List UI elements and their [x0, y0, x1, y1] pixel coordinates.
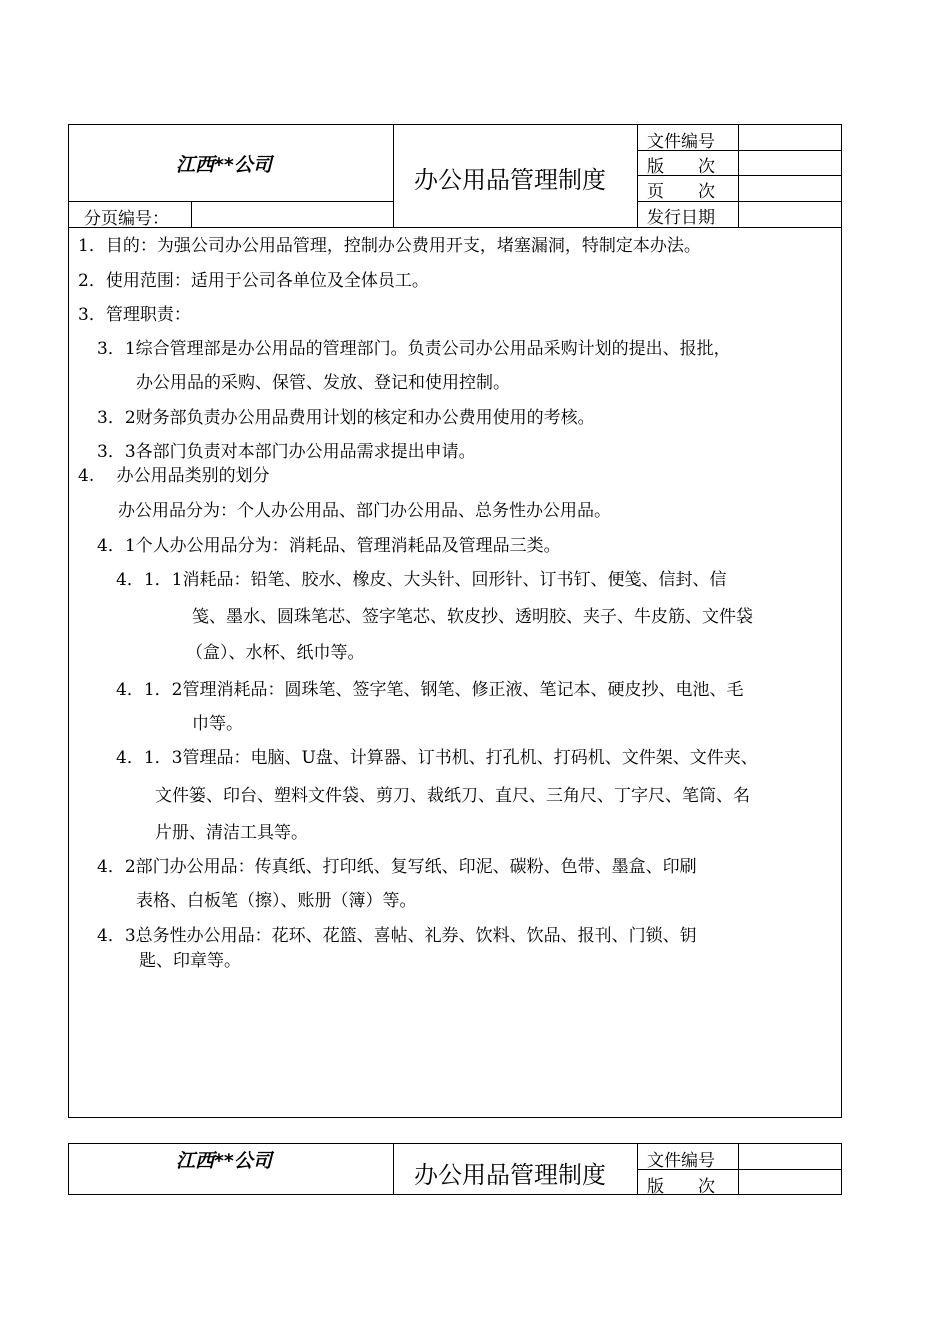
edition-label: 版 次	[647, 157, 715, 177]
next-document-title: 办公用品管理制度	[414, 1161, 606, 1189]
next-company-name: 江西**公司	[176, 1150, 272, 1172]
body-line: 3．1综合管理部是办公用品的管理部门。负责公司办公用品采购计划的提出、报批，	[97, 339, 731, 359]
body-line: 文件篓、印台、塑料文件袋、剪刀、裁纸刀、直尺、三角尺、丁字尺、笔筒、名	[155, 786, 750, 806]
next-edition-label: 版 次	[647, 1177, 715, 1197]
body-line: 4．1个人办公用品分为：消耗品、管理消耗品及管理品三类。	[97, 536, 561, 556]
body-line: 办公用品分为：个人办公用品、部门办公用品、总务性办公用品。	[118, 501, 611, 521]
body-line: 3．管理职责：	[78, 305, 191, 325]
body-line: 匙、印章等。	[139, 951, 241, 971]
body-line: 片册、清洁工具等。	[155, 823, 308, 843]
subpage-number-label: 分页编号：	[84, 209, 169, 229]
body-line: 4．3总务性办公用品：花环、花篮、喜帖、礼券、饮料、饮品、报刊、门锁、钥	[97, 926, 697, 946]
issue-date-label: 发行日期	[647, 208, 715, 228]
body-line: 巾等。	[192, 714, 243, 734]
body-line: 4．1．3管理品：电脑、U盘、计算器、订书机、打孔机、打码机、文件架、文件夹、	[116, 748, 758, 768]
body-line: 3．3各部门负责对本部门办公用品需求提出申请。	[97, 442, 476, 462]
body-line: （盒）、水杯、纸巾等。	[186, 643, 365, 663]
page-number-label: 页 次	[647, 182, 715, 202]
body-line: 2．使用范围：适用于公司各单位及全体员工。	[78, 271, 429, 291]
body-line: 表格、白板笔（擦）、账册（簿）等。	[136, 891, 417, 911]
body-line: 3．2财务部负责办公用品费用计划的核定和办公费用使用的考核。	[97, 408, 595, 428]
body-line: 办公用品的采购、保管、发放、登记和使用控制。	[136, 373, 510, 393]
body-line: 笺、墨水、圆珠笔芯、签字笔芯、软皮抄、透明胶、夹子、牛皮筋、文件袋	[192, 607, 753, 627]
body-line: 4. 办公用品类别的划分	[78, 466, 270, 486]
body-line: 4．1．1消耗品：铅笔、胶水、橡皮、大头针、回形针、订书钉、便笺、信封、信	[116, 570, 727, 590]
document-title: 办公用品管理制度	[414, 166, 606, 194]
body-line: 4．1．2管理消耗品：圆珠笔、签字笔、钢笔、修正液、笔记本、硬皮抄、电池、毛	[116, 680, 744, 700]
body-line: 1．目的：为强公司办公用品管理，控制办公费用开支，堵塞漏洞，特制定本办法。	[78, 236, 701, 256]
company-name: 江西**公司	[176, 154, 272, 176]
file-number-label: 文件编号	[647, 132, 715, 152]
body-line: 4．2部门办公用品：传真纸、打印纸、复写纸、印泥、碳粉、色带、墨盒、印刷	[97, 857, 697, 877]
next-file-number-label: 文件编号	[647, 1151, 715, 1171]
